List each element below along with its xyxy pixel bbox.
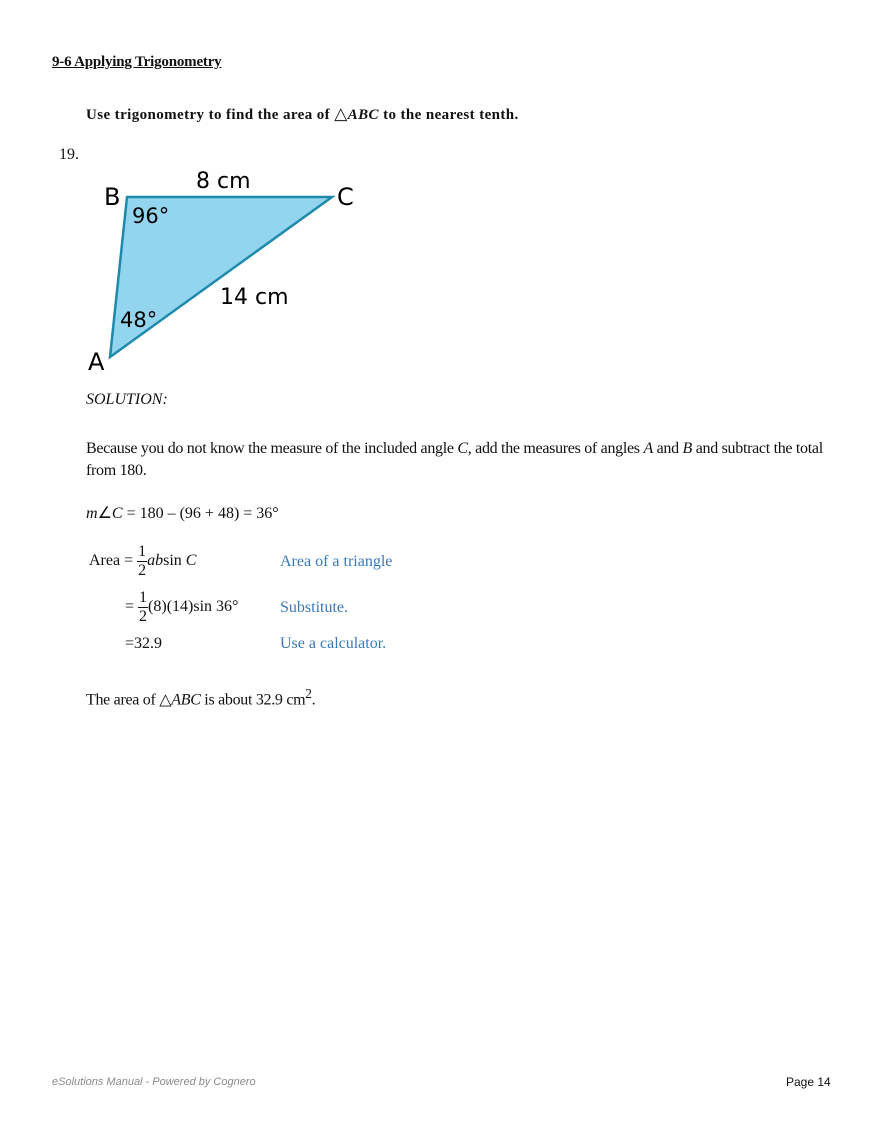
vertex-b-label: B <box>104 183 121 211</box>
para-text-1: Because you do not know the measure of the included angle <box>86 440 458 457</box>
triangle-symbol-icon: △ <box>334 104 348 123</box>
conclusion-triangle-name: ABC <box>171 691 201 709</box>
instruction-suffix: to the nearest tenth. <box>378 107 519 123</box>
page-number: Page 14 <box>786 1075 831 1089</box>
step-1-equals: = <box>124 552 134 570</box>
instruction-prefix: Use trigonometry to find the area of <box>86 107 335 123</box>
step-2 <box>125 589 238 626</box>
angle-symbol-icon: ∠ <box>97 505 112 522</box>
step-2-denominator: 2 <box>139 608 148 625</box>
conclusion-prefix: The area of <box>86 691 160 709</box>
step-1-lhs: Area <box>89 552 121 570</box>
para-text-4: and subtract the total from 180. <box>86 440 823 479</box>
conclusion-end: . <box>311 691 316 709</box>
page-title: 9-6 Applying Trigonometry <box>52 54 222 70</box>
instruction-triangle-name: ABC <box>347 107 379 123</box>
angle-a-label: 48° <box>120 308 158 332</box>
step-1-fraction <box>137 543 147 580</box>
para-var-a: A <box>643 440 653 457</box>
para-text-2: , add the measures of angles <box>467 440 644 457</box>
vertex-a-label: A <box>88 348 105 375</box>
step-2-numerator: 1 <box>139 589 148 606</box>
step-3-equals: = <box>125 635 135 652</box>
step-1-ab: ab <box>147 552 164 570</box>
step-1-reason: Area of a triangle <box>280 553 393 570</box>
side-ac-label: 14 cm <box>220 285 289 310</box>
instruction <box>86 104 519 124</box>
solution-paragraph <box>86 438 826 482</box>
angle-b-label: 96° <box>132 204 170 228</box>
step-3-result: 32.9 <box>134 635 163 652</box>
step-2-equals: = <box>125 598 135 616</box>
triangle-figure <box>80 160 380 375</box>
conclusion <box>86 686 315 709</box>
conclusion-superscript: 2 <box>305 686 312 701</box>
angle-c-equation <box>86 503 279 523</box>
mc-c: C <box>111 505 123 522</box>
solution-label: SOLUTION: <box>86 391 168 408</box>
problem-number: 19. <box>59 146 79 163</box>
para-var-b: B <box>682 440 693 457</box>
step-3-reason: Use a calculator. <box>280 635 387 652</box>
step-1 <box>89 543 196 580</box>
para-var-c: C <box>457 440 468 457</box>
step-1-denominator: 2 <box>138 562 147 579</box>
step-1-numerator: 1 <box>138 543 147 560</box>
mc-rest: = 180 – (96 + 48) = 36° <box>122 505 279 522</box>
step-2-fraction <box>138 589 148 626</box>
step-3 <box>125 635 162 653</box>
conclusion-mid: is about 32.9 cm <box>200 691 306 709</box>
mc-m: m <box>86 505 98 522</box>
vertex-c-label: C <box>337 183 354 211</box>
step-2-reason: Substitute. <box>280 599 349 616</box>
step-1-c: C <box>185 552 197 570</box>
side-bc-label: 8 cm <box>196 169 251 194</box>
step-2-expression: (8)(14)sin 36° <box>148 598 239 616</box>
para-text-3: and <box>652 440 683 457</box>
conclusion-triangle-icon: △ <box>159 691 172 709</box>
step-1-sin: sin <box>163 552 186 570</box>
footer-credit: eSolutions Manual - Powered by Cognero <box>52 1076 256 1088</box>
